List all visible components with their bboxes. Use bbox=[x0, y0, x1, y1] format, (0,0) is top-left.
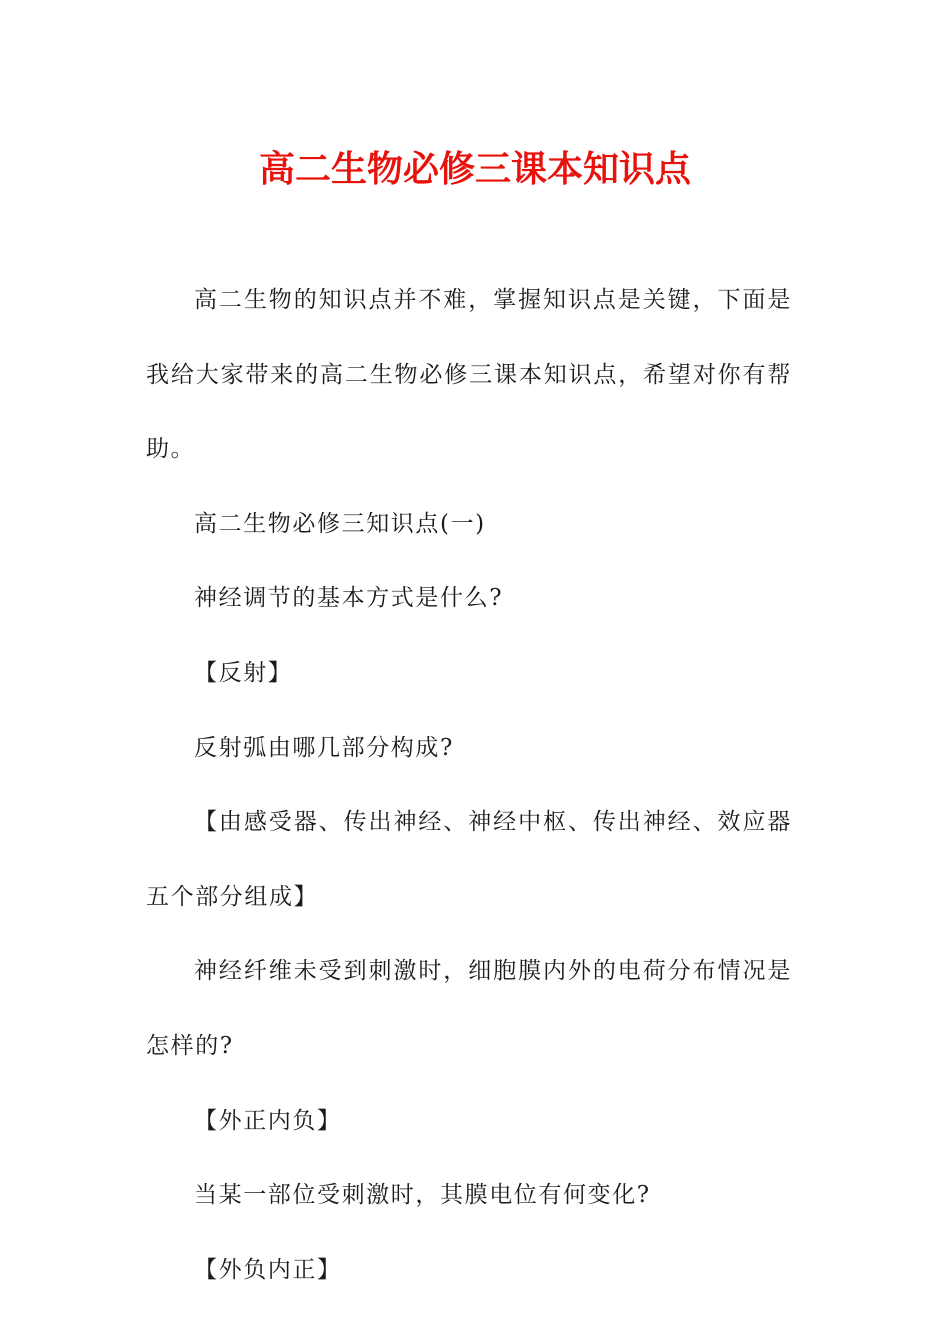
answer-2: 【由感受器、传出神经、神经中枢、传出神经、效应器五个部分组成】 bbox=[146, 809, 792, 910]
document-body bbox=[146, 263, 792, 1307]
question-3: 神经纤维未受到刺激时，细胞膜内外的电荷分布情况是怎样的? bbox=[146, 958, 792, 1059]
answer-4: 【外负内正】 bbox=[194, 1256, 342, 1283]
question-4: 当某一部位受刺激时，其膜电位有何变化? bbox=[194, 1182, 651, 1209]
question-2: 反射弧由哪几部分构成? bbox=[194, 734, 454, 761]
question-1: 神经调节的基本方式是什么? bbox=[194, 585, 504, 612]
document-title: 高二生物必修三课本知识点 bbox=[258, 149, 691, 190]
answer-3: 【外正内负】 bbox=[194, 1107, 342, 1134]
answer-1: 【反射】 bbox=[194, 659, 293, 686]
section-heading: 高二生物必修三知识点(一) bbox=[194, 510, 486, 537]
intro-paragraph: 高二生物的知识点并不难，掌握知识点是关键，下面是我给大家带来的高二生物必修三课本知识点，希望对你有帮助。 bbox=[146, 287, 792, 463]
